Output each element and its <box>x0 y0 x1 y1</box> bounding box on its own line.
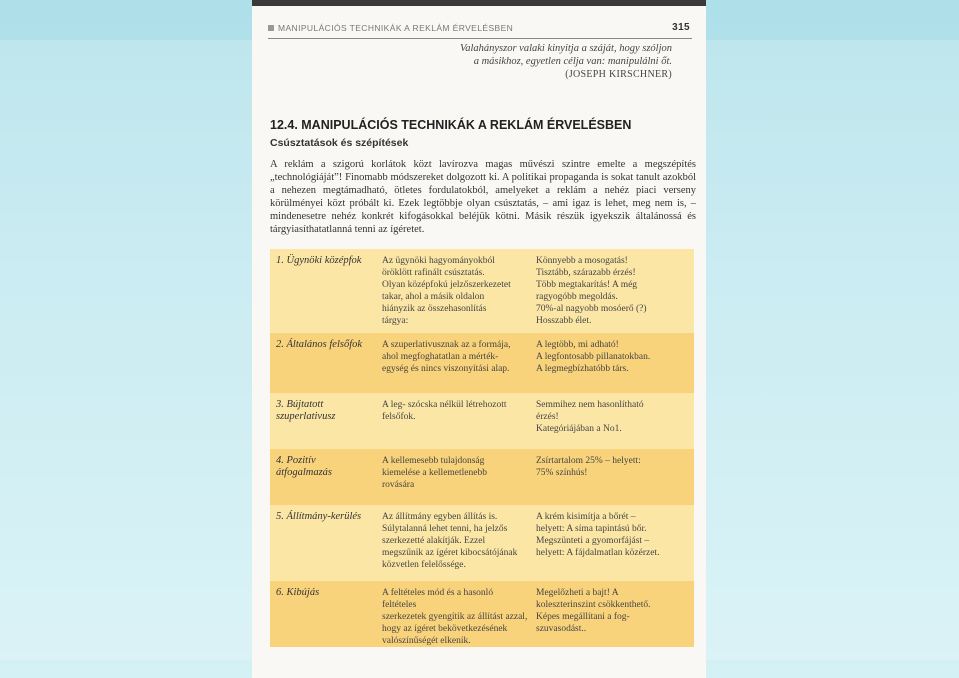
technique-examples <box>536 511 686 559</box>
table-row <box>270 505 694 581</box>
technique-description <box>382 255 528 327</box>
technique-description <box>382 511 528 571</box>
quote-line: a másikhoz, egyetlen célja van: manipulálni őt. <box>473 56 672 67</box>
text-line: szuvasodást.. <box>536 624 587 634</box>
techniques-table <box>270 249 694 647</box>
text-line: ahol megfoghatatlan a mérték- <box>382 352 499 362</box>
text-line: Könnyebb a mosogatás! <box>536 256 628 266</box>
technique-name: 4. Pozitív átfogalmazás <box>276 455 333 478</box>
text-line: felsőfok. <box>382 412 416 422</box>
text-line: 75% színhús! <box>536 468 588 478</box>
text-line: A legtöbb, mi adható! <box>536 340 619 350</box>
technique-name: 2. Általános felsőfok <box>276 339 363 350</box>
text-line: Kategóriájában a No1. <box>536 424 622 434</box>
epigraph <box>392 42 672 81</box>
section-title: 12.4. MANIPULÁCIÓS TECHNIKÁK A REKLÁM ÉRVELÉSBEN <box>270 118 632 132</box>
text-line: érzés! <box>536 412 559 422</box>
text-line: Megelőzheti a bajt! A <box>536 588 619 598</box>
text-line: A legmegbízhatóbb társ. <box>536 364 629 374</box>
text-line: egység és nincs viszonyítási alap. <box>382 364 510 374</box>
quote-author: (JOSEPH KIRSCHNER) <box>565 69 672 80</box>
page-number: 315 <box>672 22 690 33</box>
table-row <box>270 581 694 647</box>
body-paragraph: A reklám a szigorú korlátok közt lavírozva magas művészi szintre emelte a megszépítés „technológiáját”! Finomabb módszereket dolgozott ki. A politikai propaganda is sokat tanult azokból a nehezen megtámadható, ötletes fordulatokból, amelyeket a reklám a nehéz piaci verseny körülményei közt próbált ki. Ezek legtöbbje olyan csúsztatás, – ami igaz is lehet, meg nem is, – mindenesetre nehéz konkrét kifogásokkal beléjük kötni. Másik részük igyekszik általánossá és tárgyiasíthatatlanná tenni az ígéretet. <box>270 159 696 235</box>
running-head <box>268 22 692 39</box>
table-row <box>270 449 694 505</box>
text-line: 70%-al nagyobb mosóerő (?) <box>536 304 647 314</box>
page-top-edge <box>252 0 706 6</box>
technique-description <box>382 587 528 647</box>
text-line: A krém kisimítja a bőrét – <box>536 512 636 522</box>
text-line: takar, ahol a másik oldalon <box>382 292 485 302</box>
text-line: helyett: A fájdalmatlan közérzet. <box>536 548 660 558</box>
technique-examples <box>536 255 686 327</box>
quote-line: Valahányszor valaki kinyitja a száját, hogy szóljon <box>459 43 672 54</box>
text-line: szerkezetté alakítják. Ezzel <box>382 536 486 546</box>
text-line: közvetlen felelőssége. <box>382 560 466 570</box>
technique-examples <box>536 455 686 479</box>
table-row <box>270 393 694 449</box>
technique-name: 3. Bújtatott szuperlativusz <box>276 399 336 422</box>
text-line: Megszünteti a gyomorfájást – <box>536 536 650 546</box>
running-head-title: MANIPULÁCIÓS TECHNIKÁK A REKLÁM ÉRVELÉSBEN <box>278 22 514 33</box>
text-line: A kellemesebb tulajdonság <box>382 456 485 466</box>
text-line: rovására <box>382 480 415 490</box>
text-line: tárgya: <box>382 316 409 326</box>
text-line: Hosszabb élet. <box>536 316 592 326</box>
text-line: öröklött rafinált csúsztatás. <box>382 268 485 278</box>
square-bullet-icon <box>268 25 274 31</box>
text-line: ragyogóbb megoldás. <box>536 292 618 302</box>
technique-name: 1. Ügynöki középfok <box>276 255 362 266</box>
table-row <box>270 249 694 333</box>
technique-description <box>382 339 528 375</box>
text-line: Semmihez nem hasonlítható <box>536 400 644 410</box>
technique-examples <box>536 587 686 635</box>
table-row <box>270 333 694 393</box>
text-line: valószínűségét elkenik. <box>382 636 471 646</box>
document-page <box>252 0 706 678</box>
text-line: Zsírtartalom 25% – helyett: <box>536 456 641 466</box>
text-line: Képes megállítani a fog- <box>536 612 630 622</box>
text-line: szerkezetek gyengítik az állítást azzal, <box>382 612 528 622</box>
technique-name: 5. Állítmány-kerülés <box>276 511 362 522</box>
text-line: Több megtakarítás! A még <box>536 280 638 290</box>
technique-examples <box>536 399 686 435</box>
text-line: Tisztább, szárazabb érzés! <box>536 268 636 278</box>
section-subtitle: Csúsztatások és szépítések <box>270 137 409 149</box>
text-line: hiányzik az összehasonlítás <box>382 304 487 314</box>
technique-name: 6. Kibújás <box>276 587 320 598</box>
text-line: helyett: A síma tapintású bőr. <box>536 524 647 534</box>
text-line: A szuperlativusznak az a formája, <box>382 340 511 350</box>
text-line: megszűnik az ígéret kibocsátójának <box>382 548 518 558</box>
text-line: Súlytalanná lehet tenni, ha jelzős <box>382 524 508 534</box>
technique-examples <box>536 339 686 375</box>
text-line: Az állítmány egyben állítás is. <box>382 512 498 522</box>
technique-description <box>382 455 528 491</box>
text-line: A feltételes mód és a hasonló feltételes <box>382 588 494 610</box>
text-line: Olyan középfokú jelzőszerkezetet <box>382 280 511 290</box>
text-line: Az ügynöki hagyományokból <box>382 256 495 266</box>
text-line: A leg- szócska nélkül létrehozott <box>382 400 507 410</box>
text-line: hogy az ígéret bekövetkezésének <box>382 624 508 634</box>
text-line: kiemelése a kellemetlenebb <box>382 468 487 478</box>
text-line: koleszterinszint csökkenthető. <box>536 600 651 610</box>
technique-description <box>382 399 528 423</box>
text-line: A legfontosabb pillanatokban. <box>536 352 651 362</box>
